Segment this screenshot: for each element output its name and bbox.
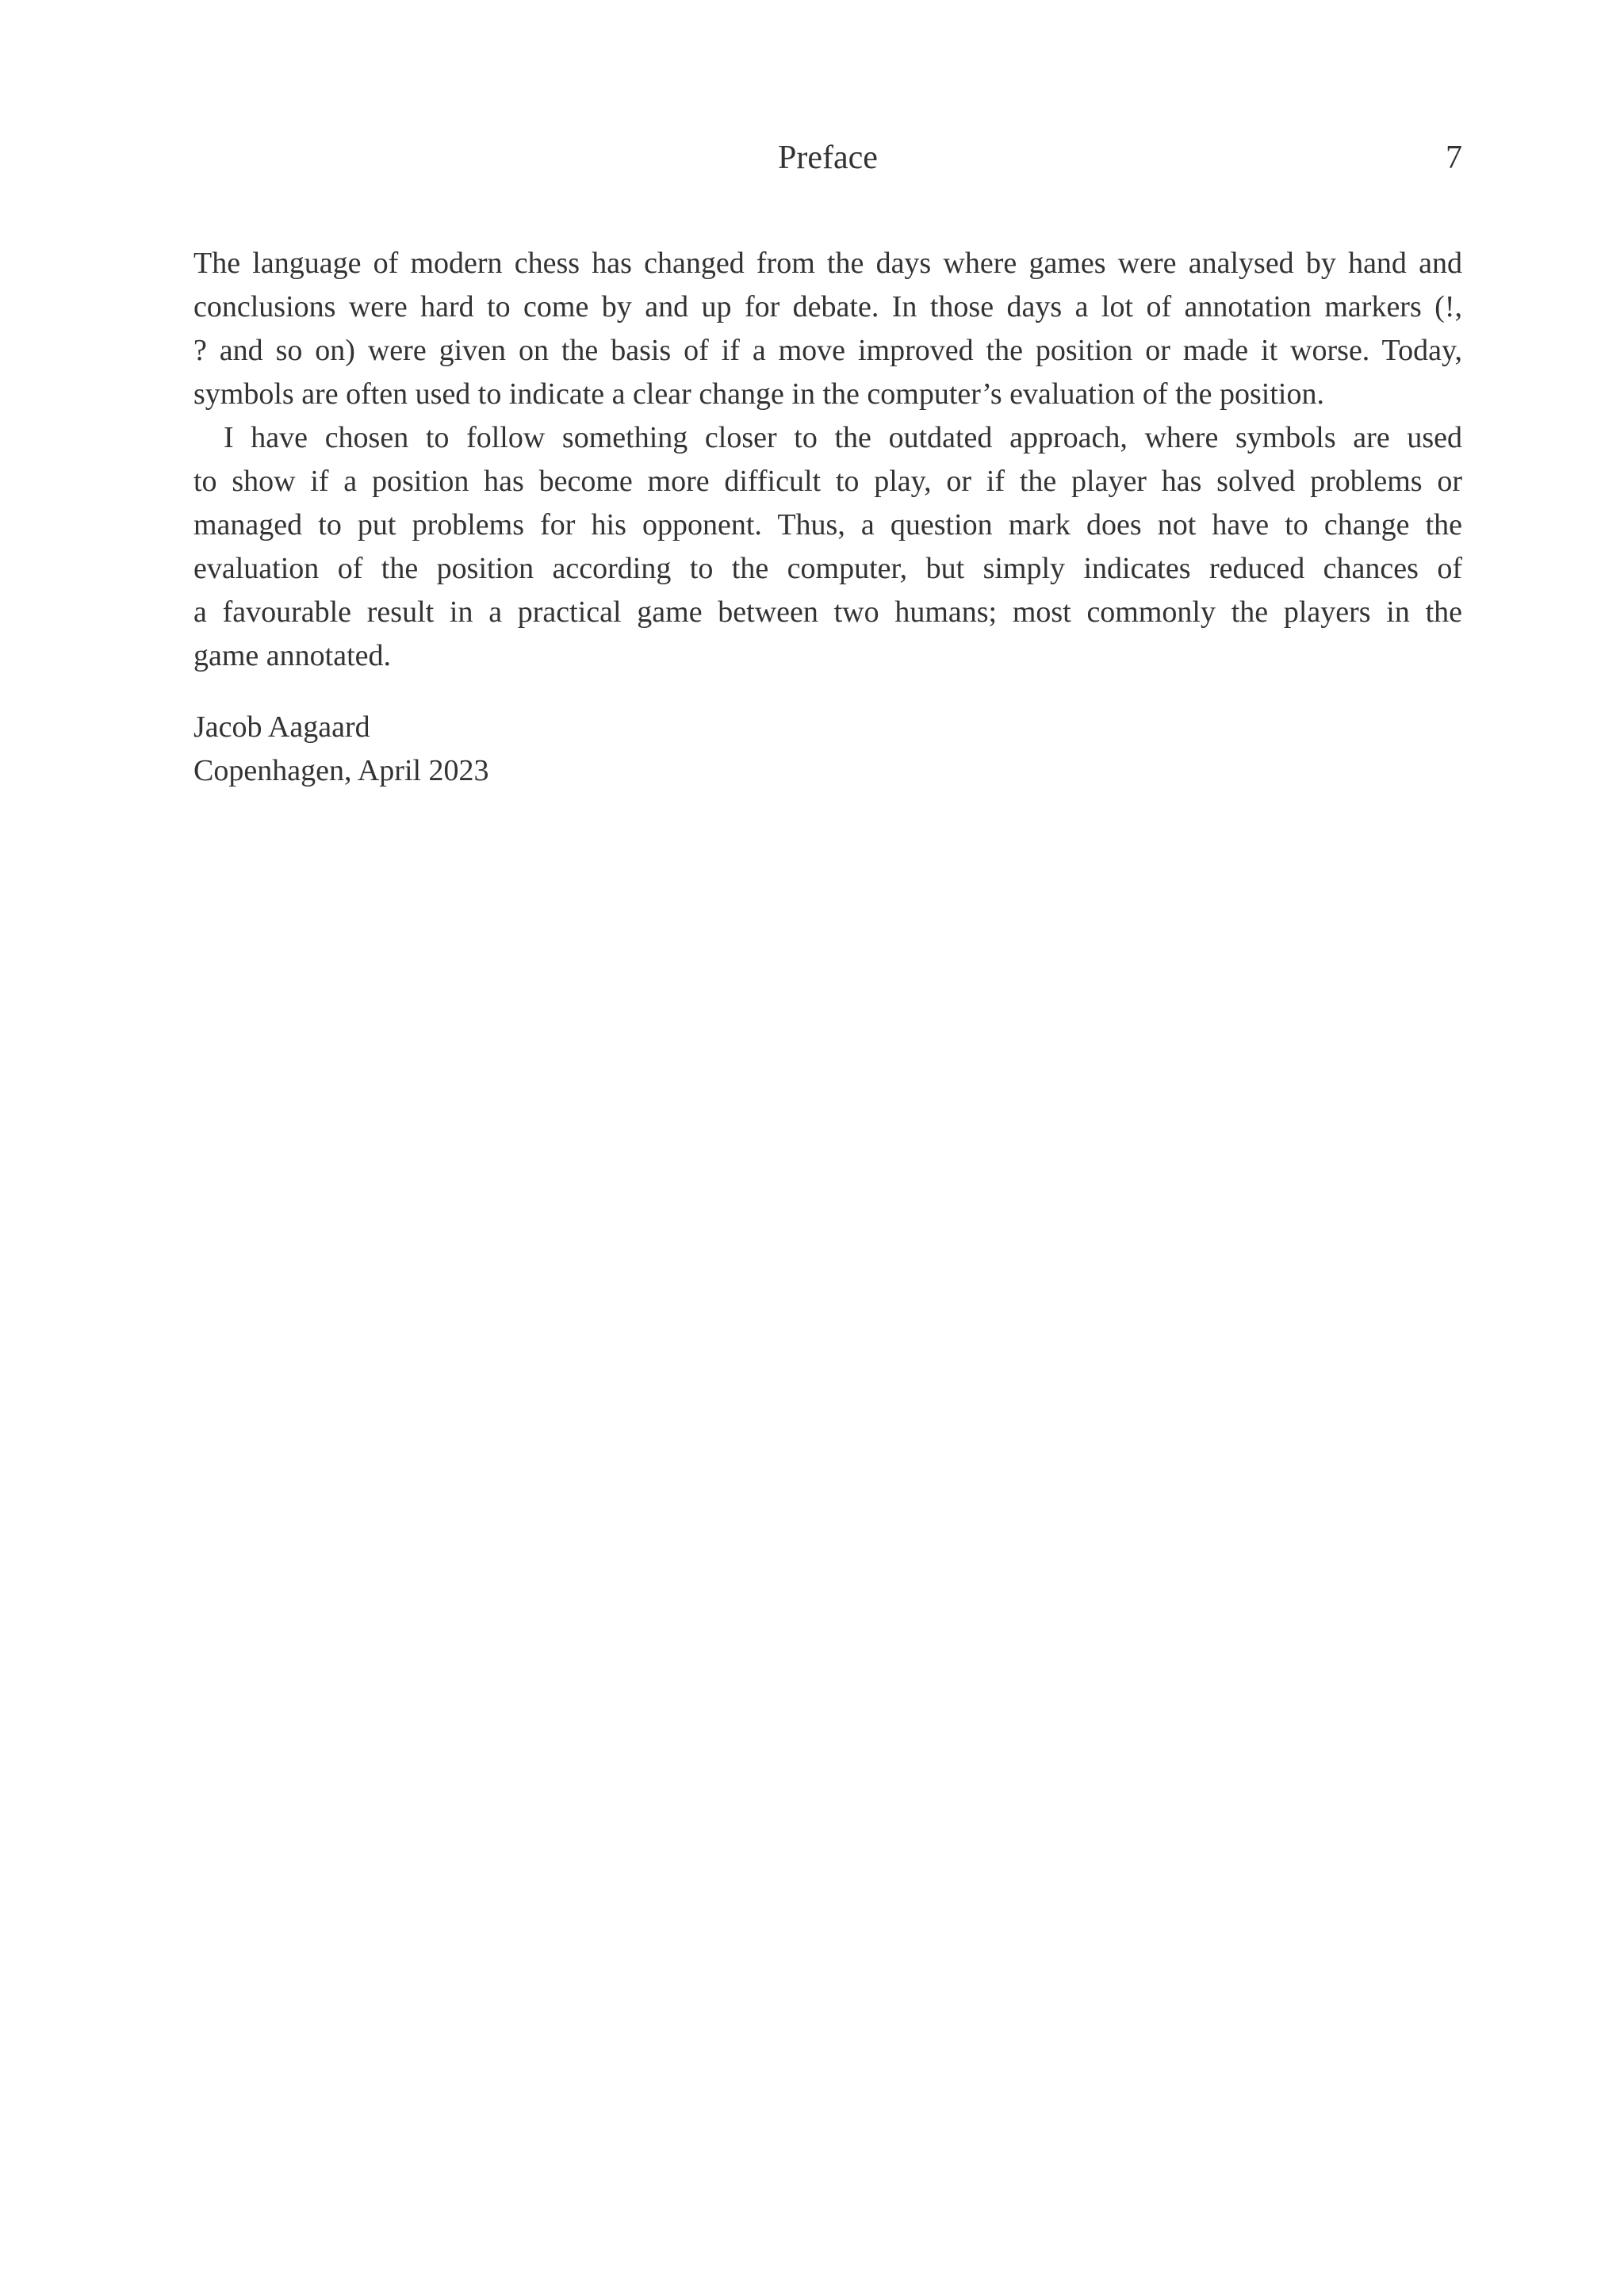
paragraph-1 [193, 242, 1462, 416]
text-line: evaluation of the position according to the computer, but simply indicates reduced chances of [193, 552, 1462, 585]
place-and-date: Copenhagen, April 2023 [193, 754, 489, 787]
text-line: symbols are often used to indicate a clear change in the computer’s evaluation of the position. [193, 377, 1324, 411]
text-line: conclusions were hard to come by and up for debate. In those days a lot of annotation markers (!, [193, 290, 1462, 323]
author-name: Jacob Aagaard [193, 710, 370, 744]
text-line: managed to put problems for his opponent. Thus, a question mark does not have to change the [193, 508, 1462, 542]
text-line: to show if a position has become more difficult to play, or if the player has solved problems or [193, 465, 1462, 498]
page-number: 7 [1446, 140, 1462, 176]
paragraph-2 [193, 416, 1462, 678]
text-line: I have chosen to follow something closer to the outdated approach, where symbols are used [224, 421, 1462, 454]
signature-block [193, 706, 1462, 793]
running-head-title: Preface [778, 140, 878, 176]
page-header [193, 136, 1462, 180]
text-line: a favourable result in a practical game between two humans; most commonly the players in the [193, 595, 1462, 629]
preface-body [193, 242, 1462, 678]
text-line: game annotated. [193, 639, 392, 672]
text-line: The language of modern chess has changed from the days where games were analysed by hand and [193, 247, 1462, 280]
text-line: ? and so on) were given on the basis of if a move improved the position or made it worse. Today, [193, 334, 1462, 367]
page-content [193, 136, 1462, 793]
